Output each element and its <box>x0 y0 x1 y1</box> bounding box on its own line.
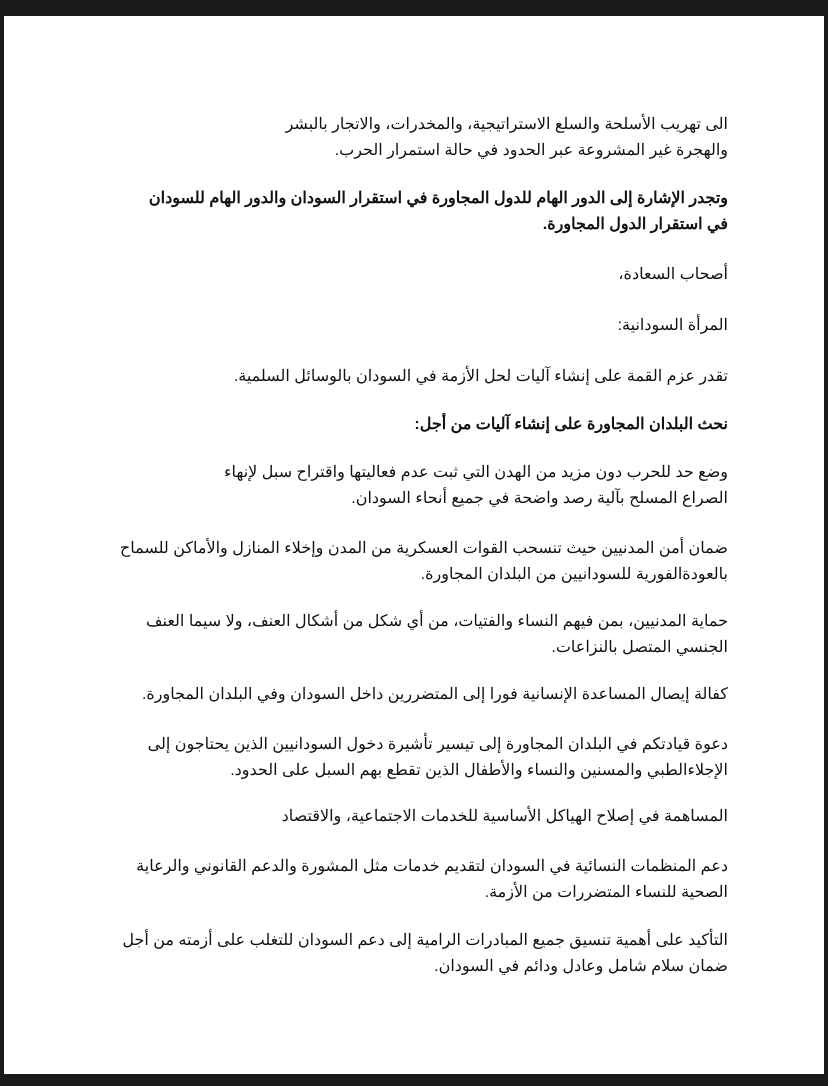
text-line: نحث البلدان المجاورة على إنشاء آليات من أجل: <box>414 416 728 433</box>
text-line: وضع حد للحرب دون مزيد من الهدن التي ثبت عدم فعاليتها واقتراح سبل لإنهاء <box>223 464 728 481</box>
text-line: دعم المنظمات النسائية في السودان لتقديم خدمات مثل المشورة والدعم القانوني والرعاية <box>136 858 728 875</box>
text-line: كفالة إيصال المساعدة الإنسانية فورا إلى المتضررين داخل السودان وفي البلدان المجاورة. <box>141 686 728 703</box>
paragraph <box>282 804 728 830</box>
paragraph <box>286 112 728 164</box>
text-line: التأكيد على أهمية تنسيق جميع المبادرات الرامية إلى دعم السودان للتغلب على أزمته من أجل <box>122 932 728 949</box>
bold-paragraph <box>149 186 728 238</box>
bold-paragraph <box>414 412 728 438</box>
text-line: بالعودةالفورية للسودانيين من البلدان المجاورة. <box>420 566 728 583</box>
paragraph <box>146 609 728 661</box>
paragraph <box>148 732 728 784</box>
text-line: ضمان أمن المدنيين حيث تنسحب القوات العسكرية من المدن وإخلاء المنازل والأماكن للسماح <box>119 540 728 557</box>
paragraph <box>122 928 728 980</box>
text-line: الى تهريب الأسلحة والسلع الاستراتيجية، والمخدرات، والاتجار بالبشر <box>285 116 728 133</box>
text-line: حماية المدنيين، بمن فيهم النساء والفتيات، من أي شكل من أشكال العنف، ولا سيما العنف <box>145 613 728 630</box>
paragraph <box>618 262 728 288</box>
text-line: ضمان سلام شامل وعادل ودائم في السودان. <box>434 958 728 975</box>
text-line: الإجلاءالطبي والمسنين والنساء والأطفال الذين تقطع بهم السبل على الحدود. <box>230 762 728 779</box>
text-line: الصراع المسلح بآلية رصد واضحة في جميع أنحاء السودان. <box>351 490 728 507</box>
paragraph <box>224 460 728 512</box>
paragraph <box>120 536 728 588</box>
text-line: وتجدر الإشارة إلى الدور الهام للدول المجاورة في استقرار السودان والدور الهام للسودان <box>148 190 728 207</box>
text-line: والهجرة غير المشروعة عبر الحدود في حالة استمرار الحرب. <box>334 142 728 159</box>
document-page <box>4 16 824 1074</box>
paragraph <box>618 313 728 339</box>
text-line: الصحية للنساء المتضررات من الأزمة. <box>484 884 728 901</box>
paragraph <box>234 364 728 390</box>
text-line: دعوة قيادتكم في البلدان المجاورة إلى تيسير تأشيرة دخول السودانيين الذين يحتاجون إلى <box>147 736 728 753</box>
text-line: أصحاب السعادة، <box>618 266 728 283</box>
paragraph <box>142 682 728 708</box>
text-line: الجنسي المتصل بالنزاعات. <box>551 639 728 656</box>
text-line: المرأة السودانية: <box>617 317 728 334</box>
text-line: في استقرار الدول المجاورة. <box>542 216 728 233</box>
text-line: تقدر عزم القمة على إنشاء آليات لحل الأزمة في السودان بالوسائل السلمية. <box>233 368 728 385</box>
paragraph <box>136 854 728 906</box>
text-line: المساهمة في إصلاح الهياكل الأساسية للخدمات الاجتماعية، والاقتصاد <box>281 808 728 825</box>
